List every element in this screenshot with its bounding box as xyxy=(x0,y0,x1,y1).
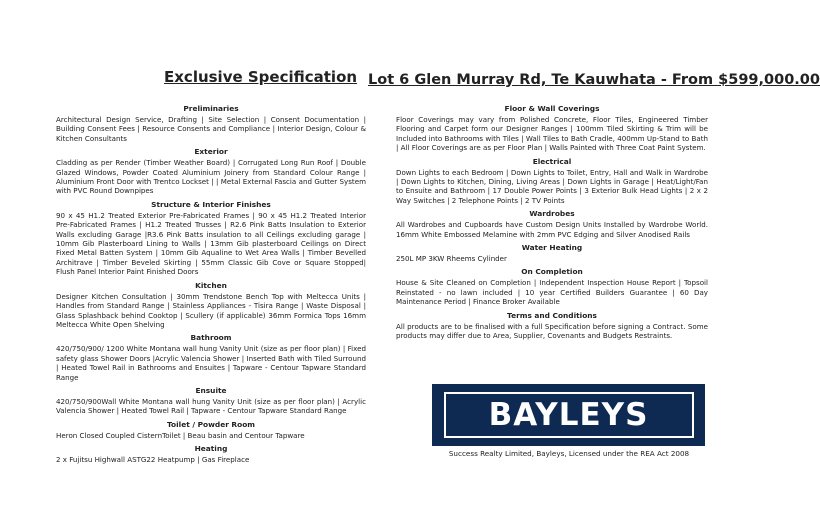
section-heading: Preliminaries xyxy=(183,104,239,113)
section-body: 90 x 45 H1.2 Treated Exterior Pre-Fabricated Frames | 90 x 45 H1.2 Treated Interior Pre-Fabricated Frames | H1.2 Treated Trusses | R2.6 Pink Batts Insulation to Exterior Walls excluding Garage |R3.6 Pink Batts insulation to all Ceilings excluding garage | 10mm Gib Plasterboard Lining to Walls | 13mm Gib plasterboard Ceilings on Direct Fixed Metal Batten System | 10mm Gib Aqualine to Wet Area Walls | Timber Bevelled Architrave | Timber Beveled Skirting | 55mm Classic Gib Cove or Square Stopped| Flush Panel Interior Paint Finished Doors xyxy=(56,210,366,277)
section-heading: On Completion xyxy=(521,267,583,277)
section-body: Heron Closed Coupled CisternToilet | Beau basin and Centour Tapware xyxy=(56,430,305,440)
section-body: Designer Kitchen Consultation | 30mm Trendstone Bench Top with Meltecca Units | Handles from Standard Range | Stainless Appliances - Tisira Range | Waste Disposal | Glass Splashback behind Cooktop | Scullery (if applicable) 36mm Formica Tops 16mm Meltecca White Open Shelving xyxy=(56,291,366,329)
spec-section xyxy=(56,386,366,416)
section-body: All products are to be finalised with a full Specification before signing a Contract. Some products may differ due to Area, Supplier, Covenants and Budgets Restraints. xyxy=(396,321,708,341)
property-title: Lot 6 Glen Murray Rd, Te Kauwhata - From $599,000.00 xyxy=(368,72,820,88)
license-footer: Success Realty Limited, Bayleys, Licensed under the REA Act 2008 xyxy=(448,449,690,458)
left-column xyxy=(56,104,366,469)
spec-section xyxy=(56,420,366,440)
section-heading: Wardrobes xyxy=(529,209,575,219)
section-heading: Exterior xyxy=(194,147,228,157)
section-body: Down Lights to each Bedroom | Down Lights to Toilet, Entry, Hall and Walk in Wardrobe | Down Lights to Kitchen, Dining, Living Areas | Down Lights in Garage | Heat/Light/Fan to Ensuite and Bathroom | 17 Double Power Points | 3 Exterior Bulk Head Lights | 2 x 2 Way Switches | 2 Telephone Points | 2 TV Points xyxy=(396,167,708,205)
section-heading: Bathroom xyxy=(190,333,232,343)
spec-section xyxy=(396,267,708,306)
section-heading: Heating xyxy=(194,444,228,454)
spec-section xyxy=(396,157,708,206)
section-heading: Electrical xyxy=(532,156,572,166)
section-body: House & Site Cleaned on Completion | Independent Inspection House Report | Topsoil Reinstated - no lawn included | 10 year Certified Builders Guarantee | 60 Day Maintenance Period | Finance Broker Available xyxy=(396,278,708,307)
section-heading: Kitchen xyxy=(195,280,227,290)
spec-section xyxy=(56,281,366,330)
section-heading: Floor & Wall Coverings xyxy=(504,104,600,113)
section-heading: Structure & Interior Finishes xyxy=(151,199,271,209)
spec-title: Exclusive Specification xyxy=(164,68,358,86)
spec-section xyxy=(56,147,366,196)
spec-section xyxy=(396,311,708,341)
section-heading: Toilet / Powder Room xyxy=(167,419,255,429)
section-body: Cladding as per Render (Timber Weather Board) | Corrugated Long Run Roof | Double Glazed Windows, Powder Coated Aluminium Joinery from Standard Colour Range | Aluminium Front Door with Trentco Lockset | | Metal External Fascia and Gutter System with PVC Round Downpipes xyxy=(56,158,366,196)
section-body: 2 x Fujitsu Highwall ASTG22 Heatpump | Gas Fireplace xyxy=(56,455,250,465)
spec-section xyxy=(396,209,708,239)
spec-section xyxy=(56,333,366,382)
section-body: 250L MP 3KW Rheems Cylinder xyxy=(396,254,507,264)
section-body: Floor Coverings may vary from Polished Concrete, Floor Tiles, Engineered Timber Flooring and Carpet form our Designer Ranges | 100mm Tiled Skirting & Trim will be Included into Bathrooms with Tiles | Wall Tiles to Bath Cradle, 400mm Up-Stand to Bath | All Floor Coverings are as per Floor Plan | Walls Painted with Three Coat Paint System. xyxy=(396,115,708,153)
bayleys-logo-frame xyxy=(444,392,694,438)
spec-section xyxy=(396,104,708,153)
section-body: 420/750/900Wall White Montana wall hung Vanity Unit (size as per floor plan) | Acrylic Valencia Shower | Heated Towel Rail | Tapware - Centour Tapware Standard Range xyxy=(56,396,366,416)
spec-section xyxy=(56,104,366,143)
bayleys-logo-text: BAYLEYS xyxy=(488,397,649,433)
section-body: Architectural Design Service, Drafting | Site Selection | Consent Documentation | Building Consent Fees | Resource Consents and Compliance | Interior Design, Colour & Kitchen Consultants xyxy=(56,115,366,143)
section-body: 420/750/900/ 1200 White Montana wall hung Vanity Unit (size as per floor plan) | Fixed safety glass Shower Doors |Acrylic Valencia Shower | Inserted Bath with Tiled Surround | Heated Towel Rail in Bathrooms and Ensuites | Tapware - Centour Tapware Standard Range xyxy=(56,344,366,382)
section-heading: Water Heating xyxy=(521,243,583,253)
bayleys-logo xyxy=(432,384,705,446)
section-heading: Ensuite xyxy=(195,385,227,395)
section-body: All Wardrobes and Cupboards have Custom Design Units Installed by Wardrobe World. 16mm White Embossed Melamine with 2mm PVC Edging and Silver Anodised Rails xyxy=(396,220,708,239)
spec-section xyxy=(56,200,366,277)
spec-section xyxy=(396,243,708,263)
section-heading: Terms and Conditions xyxy=(507,310,597,320)
spec-section xyxy=(56,444,366,464)
right-column xyxy=(396,104,708,345)
